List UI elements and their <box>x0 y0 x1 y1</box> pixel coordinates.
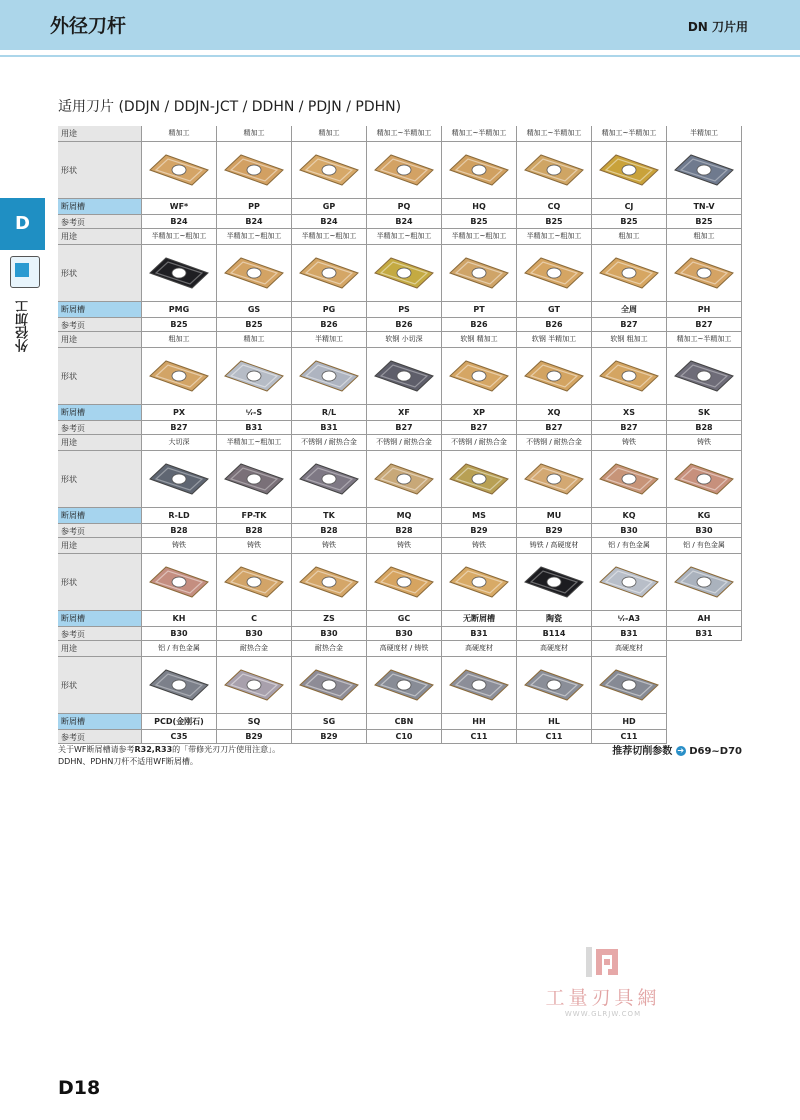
insert-usage: 精加工 <box>142 126 217 142</box>
insert-icon <box>373 152 435 188</box>
chipbreaker-label: 断屑槽 <box>58 714 142 730</box>
insert-icon <box>673 461 735 497</box>
reference-page: C10 <box>367 730 442 744</box>
insert-shape <box>292 451 367 508</box>
insert-icon <box>373 358 435 394</box>
insert-usage: 铝 / 有色金属 <box>142 641 217 657</box>
chipbreaker-code: CJ <box>592 199 667 215</box>
insert-usage: 高硬度材 <box>517 641 592 657</box>
insert-icon <box>223 152 285 188</box>
reference-page: C11 <box>517 730 592 744</box>
insert-icon <box>148 461 210 497</box>
reference-page: B25 <box>142 318 217 332</box>
chipbreaker-code: CBN <box>367 714 442 730</box>
insert-shape <box>517 657 592 714</box>
usage-label: 用途 <box>58 332 142 348</box>
insert-usage: 半精加工~粗加工 <box>442 229 517 245</box>
reference-page: B31 <box>442 627 517 641</box>
chipbreaker-code: XP <box>442 405 517 421</box>
chipbreaker-code: ᴸ⁄ᵣ-A3 <box>592 611 667 627</box>
chipbreaker-code: KQ <box>592 508 667 524</box>
reference-page: B28 <box>667 421 742 435</box>
insert-icon <box>523 564 585 600</box>
insert-icon <box>673 152 735 188</box>
chipbreaker-code: WF* <box>142 199 217 215</box>
ref-page-label: 参考页 <box>58 215 142 229</box>
insert-usage: 粗加工 <box>667 229 742 245</box>
insert-shape <box>217 245 292 302</box>
chipbreaker-code: PQ <box>367 199 442 215</box>
chipbreaker-code: ZS <box>292 611 367 627</box>
watermark-url: WWW.GLRJW.COM <box>564 1010 642 1018</box>
page-header <box>0 0 800 50</box>
chipbreaker-code: SG <box>292 714 367 730</box>
shape-label: 形状 <box>58 348 142 405</box>
insert-shape <box>217 142 292 199</box>
reference-page: B24 <box>367 215 442 229</box>
insert-icon <box>523 358 585 394</box>
reference-page: C11 <box>442 730 517 744</box>
watermark-name: 工量刃具網 <box>545 987 661 1009</box>
insert-icon <box>448 152 510 188</box>
insert-icon <box>523 461 585 497</box>
reference-page: B30 <box>592 524 667 538</box>
insert-icon <box>223 564 285 600</box>
insert-shape <box>142 348 217 405</box>
insert-usage: 不锈钢 / 耐热合金 <box>442 435 517 451</box>
insert-shape <box>667 451 742 508</box>
reference-page: B30 <box>142 627 217 641</box>
insert-shape <box>367 451 442 508</box>
usage-label: 用途 <box>58 538 142 554</box>
insert-icon <box>148 152 210 188</box>
shape-label: 形状 <box>58 657 142 714</box>
insert-shape <box>292 554 367 611</box>
chipbreaker-code: XQ <box>517 405 592 421</box>
chipbreaker-code: MU <box>517 508 592 524</box>
chipbreaker-code: PMG <box>142 302 217 318</box>
insert-icon <box>598 152 660 188</box>
reference-page: B31 <box>592 627 667 641</box>
insert-shape <box>367 245 442 302</box>
ref-page-label: 参考页 <box>58 524 142 538</box>
usage-label: 用途 <box>58 126 142 142</box>
insert-usage: 软钢 粗加工 <box>592 332 667 348</box>
reference-page: B26 <box>517 318 592 332</box>
chipbreaker-code: GC <box>367 611 442 627</box>
chipbreaker-code: PH <box>667 302 742 318</box>
insert-shape <box>592 348 667 405</box>
chipbreaker-code: PG <box>292 302 367 318</box>
insert-usage: 铸铁 / 高硬度材 <box>517 538 592 554</box>
insert-usage: 精加工 <box>292 126 367 142</box>
insert-usage: 铸铁 <box>142 538 217 554</box>
reference-page: B30 <box>367 627 442 641</box>
insert-shape <box>367 142 442 199</box>
reference-page: B29 <box>217 730 292 744</box>
insert-shape <box>442 348 517 405</box>
chipbreaker-code: GS <box>217 302 292 318</box>
insert-shape <box>517 451 592 508</box>
usage-label: 用途 <box>58 435 142 451</box>
page-number: D18 <box>58 1077 101 1099</box>
shape-label: 形状 <box>58 554 142 611</box>
reference-page: B26 <box>367 318 442 332</box>
insert-usage: 铸铁 <box>367 538 442 554</box>
watermark <box>528 945 678 1018</box>
insert-shape <box>667 245 742 302</box>
reference-page: B27 <box>142 421 217 435</box>
chipbreaker-code: 全周 <box>592 302 667 318</box>
chipbreaker-code: GP <box>292 199 367 215</box>
insert-usage: 半精加工~粗加工 <box>217 229 292 245</box>
insert-usage: 高硬度材 <box>592 641 667 657</box>
chipbreaker-code: GT <box>517 302 592 318</box>
chipbreaker-code: 陶瓷 <box>517 611 592 627</box>
chipbreaker-code: 无断屑槽 <box>442 611 517 627</box>
reference-page: B24 <box>292 215 367 229</box>
insert-shape <box>142 142 217 199</box>
chapter-label: 外径加工 <box>16 300 31 352</box>
insert-icon <box>598 564 660 600</box>
insert-icon <box>223 667 285 703</box>
insert-icon <box>673 564 735 600</box>
insert-icon <box>448 358 510 394</box>
insert-icon <box>373 255 435 291</box>
chipbreaker-code: HL <box>517 714 592 730</box>
chipbreaker-code: PX <box>142 405 217 421</box>
reference-page: B29 <box>292 730 367 744</box>
insert-icon <box>523 152 585 188</box>
reference-page: B24 <box>217 215 292 229</box>
reference-page: B26 <box>292 318 367 332</box>
reference-page: B29 <box>442 524 517 538</box>
footnote: 关于WF断屑槽请参考R32,R33的「带修光刃刀片使用注意」。 DDHN、PDHN刀杆不适用WF断屑槽。 <box>58 745 281 766</box>
insert-usage: 铸铁 <box>217 538 292 554</box>
insert-usage: 半精加工~粗加工 <box>217 435 292 451</box>
chipbreaker-label: 断屑槽 <box>58 508 142 524</box>
chipbreaker-code: CQ <box>517 199 592 215</box>
chipbreaker-code: TK <box>292 508 367 524</box>
ref-page-label: 参考页 <box>58 730 142 744</box>
insert-icon <box>373 564 435 600</box>
insert-shape <box>292 348 367 405</box>
insert-usage: 铸铁 <box>442 538 517 554</box>
insert-shape <box>442 142 517 199</box>
reference-page: B28 <box>367 524 442 538</box>
chipbreaker-code: PT <box>442 302 517 318</box>
insert-shape <box>142 657 217 714</box>
insert-icon <box>448 255 510 291</box>
insert-usage: 精加工 <box>217 332 292 348</box>
chipbreaker-code: R-LD <box>142 508 217 524</box>
reference-page: B27 <box>667 318 742 332</box>
insert-shape <box>142 554 217 611</box>
header-category: DN 刀片用 <box>687 20 748 34</box>
insert-shape <box>217 657 292 714</box>
insert-shape <box>442 245 517 302</box>
chipbreaker-code: HH <box>442 714 517 730</box>
reference-page: B30 <box>292 627 367 641</box>
reference-page: B27 <box>442 421 517 435</box>
chipbreaker-code: MQ <box>367 508 442 524</box>
chipbreaker-code: R/L <box>292 405 367 421</box>
reference-page: B27 <box>367 421 442 435</box>
recommended-parameters: 推荐切削参数 ➔ D69~D70 <box>612 746 742 757</box>
chipbreaker-code: KG <box>667 508 742 524</box>
insert-usage: 高硬度材 <box>442 641 517 657</box>
turning-icon <box>10 256 40 288</box>
insert-icon <box>598 358 660 394</box>
insert-icon <box>523 667 585 703</box>
chipbreaker-code: XS <box>592 405 667 421</box>
chipbreaker-label: 断屑槽 <box>58 405 142 421</box>
usage-label: 用途 <box>58 229 142 245</box>
insert-icon <box>448 667 510 703</box>
insert-icon <box>148 667 210 703</box>
insert-icon <box>298 564 360 600</box>
reference-page: B27 <box>517 421 592 435</box>
insert-shape <box>667 142 742 199</box>
insert-icon <box>148 255 210 291</box>
insert-usage: 精加工~半精加工 <box>592 126 667 142</box>
shape-label: 形状 <box>58 245 142 302</box>
insert-usage: 半精加工~粗加工 <box>517 229 592 245</box>
insert-usage: 半精加工 <box>667 126 742 142</box>
insert-usage: 精加工 <box>217 126 292 142</box>
insert-usage: 精加工~半精加工 <box>667 332 742 348</box>
reference-page: B25 <box>442 215 517 229</box>
reference-page: B31 <box>667 627 742 641</box>
reference-page: B25 <box>217 318 292 332</box>
insert-icon <box>298 358 360 394</box>
insert-usage: 耐热合金 <box>217 641 292 657</box>
insert-icon <box>373 461 435 497</box>
arrow-right-icon: ➔ <box>677 746 685 755</box>
insert-usage: 半精加工 <box>292 332 367 348</box>
reference-page: B114 <box>517 627 592 641</box>
section-title: 适用刀片 (DDJN / DDJN-JCT / DDHN / PDJN / PDHN) <box>58 99 402 115</box>
insert-usage: 大切深 <box>142 435 217 451</box>
insert-shape <box>292 142 367 199</box>
insert-shape <box>217 348 292 405</box>
insert-shape <box>442 657 517 714</box>
shape-label: 形状 <box>58 142 142 199</box>
insert-icon <box>298 667 360 703</box>
insert-shape <box>592 451 667 508</box>
insert-icon <box>298 255 360 291</box>
insert-shape <box>517 554 592 611</box>
chipbreaker-code: SK <box>667 405 742 421</box>
usage-label: 用途 <box>58 641 142 657</box>
reference-page: B25 <box>517 215 592 229</box>
insert-shape <box>292 245 367 302</box>
insert-usage: 半精加工~粗加工 <box>292 229 367 245</box>
chipbreaker-code: XF <box>367 405 442 421</box>
insert-usage: 铸铁 <box>667 435 742 451</box>
reference-page: B31 <box>217 421 292 435</box>
insert-usage: 精加工~半精加工 <box>442 126 517 142</box>
reference-page: B30 <box>667 524 742 538</box>
reference-page: B28 <box>217 524 292 538</box>
insert-usage: 铸铁 <box>592 435 667 451</box>
insert-icon <box>298 461 360 497</box>
insert-shape <box>517 142 592 199</box>
insert-usage: 粗加工 <box>592 229 667 245</box>
chipbreaker-code: PCD(金刚石) <box>142 714 217 730</box>
insert-icon <box>223 358 285 394</box>
insert-usage: 软钢 半精加工 <box>517 332 592 348</box>
insert-icon <box>223 461 285 497</box>
chipbreaker-code: C <box>217 611 292 627</box>
insert-shape <box>367 657 442 714</box>
insert-usage: 不锈钢 / 耐热合金 <box>517 435 592 451</box>
insert-shape <box>367 348 442 405</box>
chipbreaker-label: 断屑槽 <box>58 611 142 627</box>
insert-icon <box>298 152 360 188</box>
reference-page: B28 <box>292 524 367 538</box>
insert-usage: 精加工~半精加工 <box>367 126 442 142</box>
insert-usage: 铝 / 有色金属 <box>667 538 742 554</box>
reference-page: B29 <box>517 524 592 538</box>
insert-shape <box>667 554 742 611</box>
ref-page-label: 参考页 <box>58 421 142 435</box>
reference-page: B25 <box>667 215 742 229</box>
page-title: 外径刀杆 <box>50 15 127 37</box>
insert-shape <box>592 657 667 714</box>
shape-label: 形状 <box>58 451 142 508</box>
chipbreaker-code: HD <box>592 714 667 730</box>
insert-shape <box>667 348 742 405</box>
chipbreaker-code: AH <box>667 611 742 627</box>
ref-page-label: 参考页 <box>58 318 142 332</box>
chipbreaker-code: PS <box>367 302 442 318</box>
insert-usage: 铝 / 有色金属 <box>592 538 667 554</box>
insert-shape <box>367 554 442 611</box>
insert-usage: 耐热合金 <box>292 641 367 657</box>
insert-shape <box>442 451 517 508</box>
reference-page: B24 <box>142 215 217 229</box>
insert-usage: 不锈钢 / 耐热合金 <box>292 435 367 451</box>
insert-shape <box>592 142 667 199</box>
insert-shape <box>142 245 217 302</box>
insert-shape <box>292 657 367 714</box>
reference-page: B27 <box>592 318 667 332</box>
reference-page: B30 <box>217 627 292 641</box>
insert-icon <box>148 358 210 394</box>
watermark-logo <box>584 945 622 979</box>
ref-page-label: 参考页 <box>58 627 142 641</box>
insert-icon <box>673 255 735 291</box>
insert-icon <box>148 564 210 600</box>
chipbreaker-code: FP-TK <box>217 508 292 524</box>
insert-usage: 半精加工~粗加工 <box>142 229 217 245</box>
insert-shape <box>217 554 292 611</box>
insert-icon <box>598 667 660 703</box>
insert-shape <box>442 554 517 611</box>
insert-icon <box>448 564 510 600</box>
insert-icon <box>448 461 510 497</box>
chipbreaker-code: HQ <box>442 199 517 215</box>
chipbreaker-code: SQ <box>217 714 292 730</box>
insert-icon <box>598 255 660 291</box>
insert-icon <box>598 461 660 497</box>
chipbreaker-label: 断屑槽 <box>58 199 142 215</box>
reference-page: C35 <box>142 730 217 744</box>
insert-usage: 铸铁 <box>292 538 367 554</box>
insert-shape <box>592 245 667 302</box>
insert-usage: 高硬度材 / 铸铁 <box>367 641 442 657</box>
chipbreaker-code: KH <box>142 611 217 627</box>
reference-page: B26 <box>442 318 517 332</box>
insert-shape <box>142 451 217 508</box>
insert-usage: 精加工~半精加工 <box>517 126 592 142</box>
chipbreaker-code: PP <box>217 199 292 215</box>
insert-shape <box>517 348 592 405</box>
insert-usage: 粗加工 <box>142 332 217 348</box>
insert-usage: 软钢 小切深 <box>367 332 442 348</box>
header-rule <box>0 55 800 57</box>
insert-shape <box>592 554 667 611</box>
insert-icon <box>223 255 285 291</box>
insert-icon <box>373 667 435 703</box>
insert-icon <box>673 358 735 394</box>
insert-usage: 半精加工~粗加工 <box>367 229 442 245</box>
reference-page: B31 <box>292 421 367 435</box>
chapter-tab: D <box>0 198 45 250</box>
chipbreaker-code: TN-V <box>667 199 742 215</box>
chipbreaker-label: 断屑槽 <box>58 302 142 318</box>
chipbreaker-code: ᴸ⁄ᵣ-S <box>217 405 292 421</box>
insert-shape <box>517 245 592 302</box>
reference-page: C11 <box>592 730 667 744</box>
insert-usage: 软钢 精加工 <box>442 332 517 348</box>
reference-page: B28 <box>142 524 217 538</box>
reference-page: B25 <box>592 215 667 229</box>
reference-page: B27 <box>592 421 667 435</box>
insert-icon <box>523 255 585 291</box>
insert-usage: 不锈钢 / 耐热合金 <box>367 435 442 451</box>
chipbreaker-code: MS <box>442 508 517 524</box>
insert-shape <box>217 451 292 508</box>
